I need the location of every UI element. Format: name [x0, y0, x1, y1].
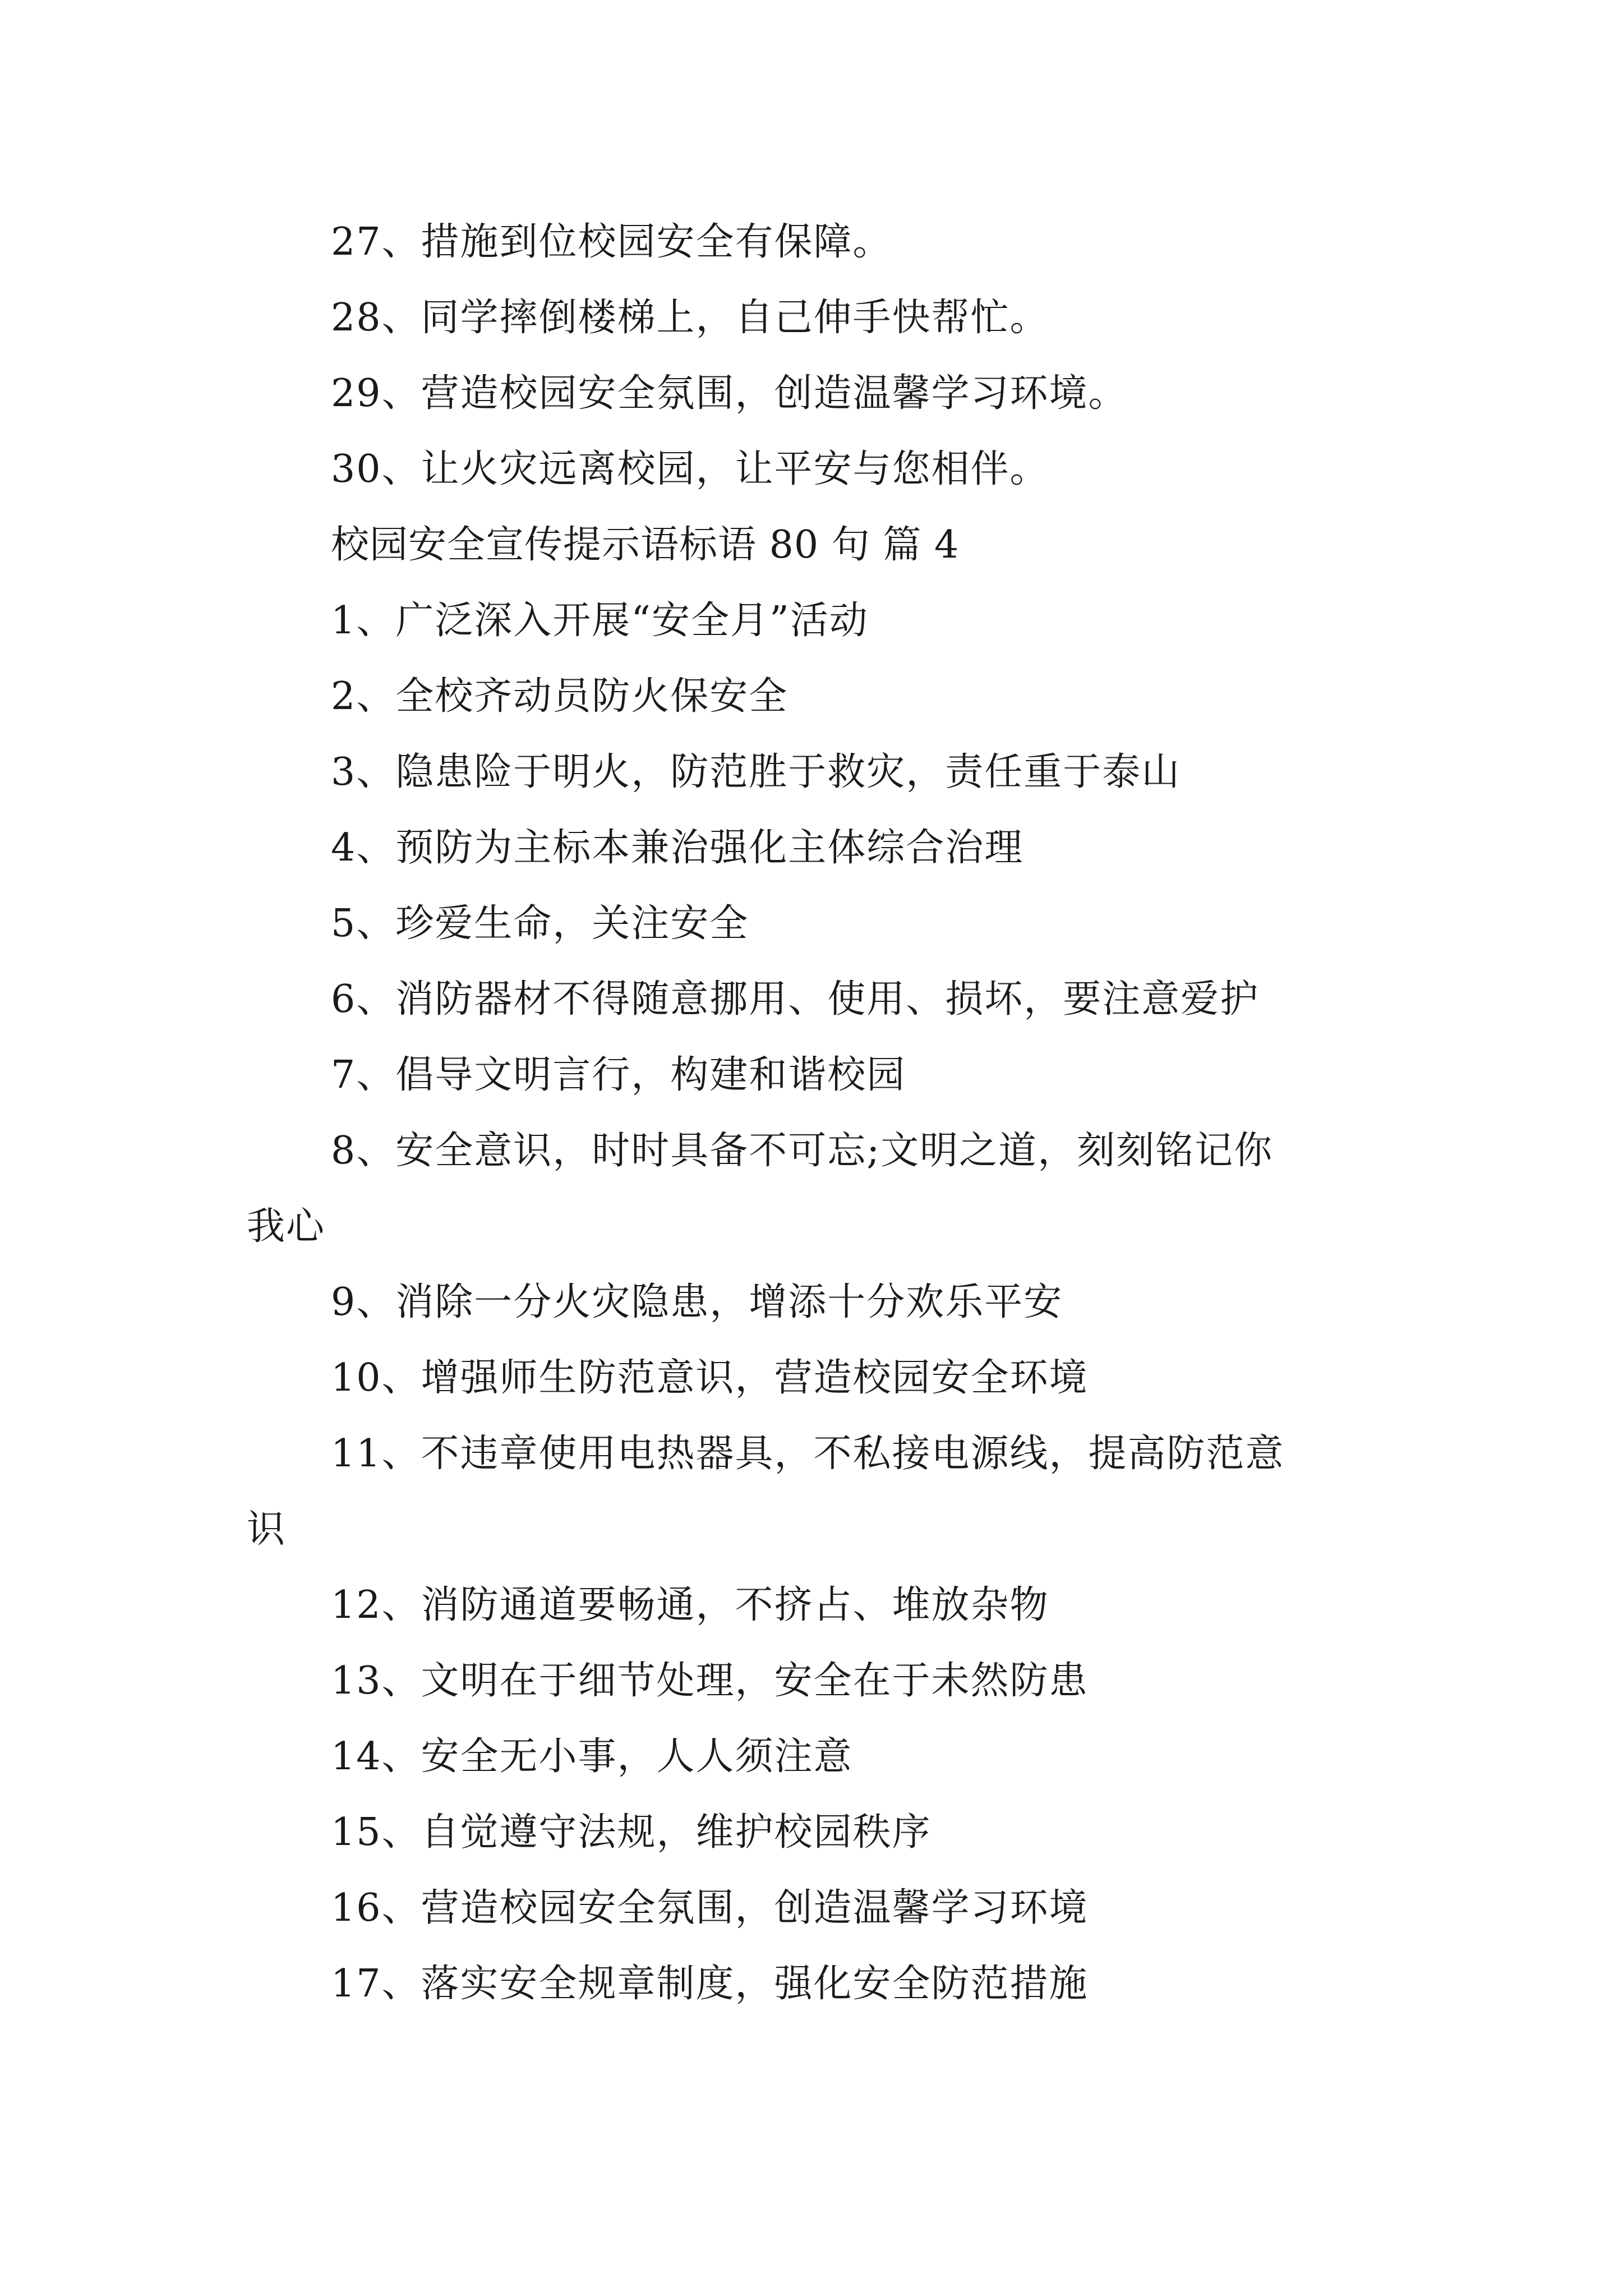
text-line-8: 8、安全意识，时时具备不可忘;文明之道，刻刻铭记你 — [331, 1129, 1274, 1173]
text-line-13: 13、文明在于细节处理，安全在于未然防患 — [331, 1659, 1089, 1703]
text-line-16: 16、营造校园安全氛围，创造温馨学习环境 — [331, 1886, 1089, 1930]
text-line-27: 27、措施到位校园安全有保障。 — [331, 220, 892, 264]
text-line-30: 30、让火灾远离校园，让平安与您相伴。 — [331, 447, 1049, 491]
text-line-4: 4、预防为主标本兼治强化主体综合治理 — [331, 826, 1024, 870]
text-line-8-continued: 我心 — [247, 1204, 326, 1249]
text-line-5: 5、珍爱生命，关注安全 — [331, 901, 749, 946]
text-line-11: 11、不违章使用电热器具，不私接电源线，提高防范意 — [331, 1432, 1285, 1476]
text-line-6: 6、消防器材不得随意挪用、使用、损坏，要注意爱护 — [331, 977, 1260, 1022]
text-line-17: 17、落实安全规章制度，强化安全防范措施 — [331, 1962, 1089, 2006]
text-line-14: 14、安全无小事，人人须注意 — [331, 1734, 853, 1779]
text-line-15: 15、自觉遵守法规，维护校园秩序 — [331, 1810, 932, 1855]
text-line-28: 28、同学摔倒楼梯上，自己伸手快帮忙。 — [331, 296, 1049, 340]
section-heading: 校园安全宣传提示语标语 80 句 篇 4 — [331, 523, 960, 567]
text-line-11-continued: 识 — [247, 1507, 287, 1552]
text-line-9: 9、消除一分火灾隐患，增添十分欢乐平安 — [331, 1280, 1063, 1324]
text-line-29: 29、营造校园安全氛围，创造温馨学习环境。 — [331, 371, 1128, 416]
text-line-3: 3、隐患险于明火，防范胜于救灾，责任重于泰山 — [331, 750, 1181, 794]
text-line-2: 2、全校齐动员防火保安全 — [331, 674, 789, 719]
text-line-1: 1、广泛深入开展“安全月”活动 — [331, 599, 869, 643]
text-line-12: 12、消防通道要畅通，不挤占、堆放杂物 — [331, 1583, 1049, 1627]
text-line-10: 10、增强师生防范意识，营造校园安全环境 — [331, 1356, 1089, 1400]
text-line-7: 7、倡导文明言行，构建和谐校园 — [331, 1053, 906, 1097]
